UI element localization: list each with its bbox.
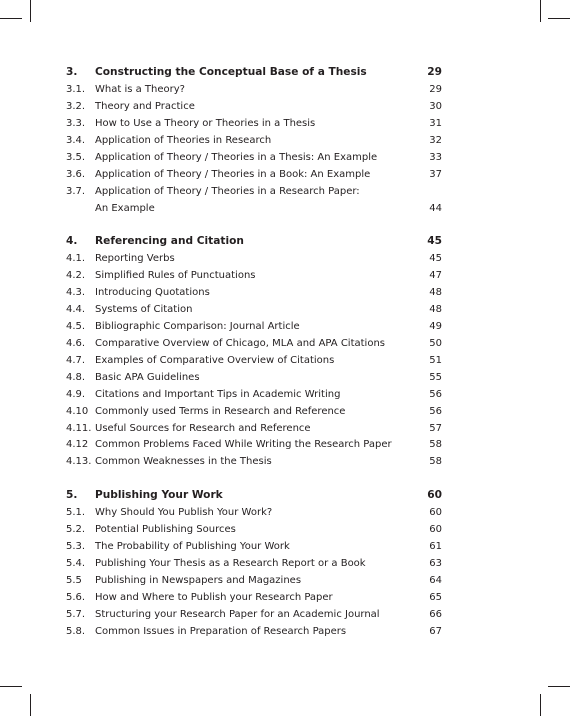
entry-number: 3.5. [66,151,86,163]
entry-number: 3.3. [66,117,86,129]
toc-entry [0,115,570,132]
entry-number: 3.4. [66,134,86,146]
entry-page: 55 [429,371,442,383]
entry-number: 4.5. [66,320,86,332]
section-heading [0,233,570,250]
entry-page: 61 [429,540,442,552]
entry-number: 4.4. [66,303,86,315]
entry-title: How to Use a Theory or Theories in a Thesis [95,117,316,129]
toc-entry [0,149,570,166]
entry-page: 45 [427,235,442,247]
toc-entry [0,335,570,352]
entry-title: Theory and Practice [95,101,195,112]
toc-entry [0,386,570,403]
entry-page: 48 [429,303,442,315]
entry-title: Application of Theory / Theories in a Thesis: An Example [95,151,378,163]
entry-title: Application of Theory / Theories in a Research Paper: [95,185,360,197]
entry-title: Potential Publishing Sources [95,524,236,535]
entry-title: Common Problems Faced While Writing the Research Paper [95,439,392,451]
entry-number: 4.9. [66,388,86,400]
entry-page: 50 [429,337,442,349]
toc-entry [0,301,570,318]
entry-number: 5.1. [66,507,86,518]
entry-page: 47 [429,269,442,281]
entry-page: 60 [429,524,442,535]
crop-mark-top-left-h [0,18,22,19]
toc-entry [0,555,570,572]
toc-entry [0,166,570,183]
toc-entry [0,267,570,284]
entry-number: 4.1. [66,253,86,264]
toc-entry [0,132,570,149]
entry-title: Constructing the Conceptual Base of a Thesis [95,66,367,78]
toc-entry [0,284,570,301]
entry-number: 4.7. [66,354,86,366]
section-heading [0,64,570,81]
toc-entry [0,606,570,623]
entry-number: 5.5 [66,574,82,586]
entry-number: 4.3. [66,286,86,298]
entry-page: 58 [429,456,442,468]
entry-page: 65 [429,591,442,603]
entry-title: Application of Theories in Research [95,134,272,146]
entry-number: 5.8. [66,625,86,637]
toc-entry [0,521,570,538]
entry-page: 30 [429,101,442,112]
entry-title: Common Issues in Preparation of Research Papers [95,625,347,637]
entry-page: 56 [429,405,442,417]
entry-page: 48 [429,286,442,298]
entry-number: 5.7. [66,608,86,620]
toc-entry [0,352,570,369]
crop-mark-bottom-right-v [540,694,541,716]
entry-number: 4.2. [66,269,86,281]
entry-number: 3.6. [66,168,86,180]
entry-title: Useful Sources for Research and Reference [95,422,311,434]
crop-mark-top-left-v [30,0,31,22]
entry-page: 60 [427,489,442,501]
entry-page: 29 [429,84,442,95]
entry-page: 44 [429,202,442,214]
entry-title: Why Should You Publish Your Work? [95,507,273,518]
entry-number: 4.8. [66,371,86,383]
crop-mark-bottom-left-h [0,686,22,687]
entry-title: Comparative Overview of Chicago, MLA and APA Citations [95,337,385,349]
toc-entry [0,403,570,420]
entry-number: 3.2. [66,101,86,112]
entry-title: Reporting Verbs [95,253,175,264]
toc-entry [0,572,570,589]
entry-page: 63 [429,557,442,569]
entry-page: 51 [429,354,442,366]
entry-number: 5.3. [66,540,86,552]
entry-number: 4.6. [66,337,86,349]
toc-entry [0,538,570,555]
entry-page: 45 [429,253,442,264]
entry-page: 49 [429,320,442,332]
entry-number: 5.2. [66,524,86,535]
entry-page: 29 [427,66,442,78]
toc-entry [0,250,570,267]
toc-entry [0,369,570,386]
entry-page: 33 [429,151,442,163]
toc-entry [0,453,570,470]
entry-title: Publishing Your Work [95,489,223,501]
entry-title: What is a Theory? [95,84,185,95]
toc-entry [0,200,570,217]
section-heading [0,487,570,504]
entry-title: Systems of Citation [95,303,193,315]
entry-number: 5.4. [66,557,86,569]
entry-number: 5. [66,489,78,501]
toc-entry [0,623,570,640]
toc-entry [0,504,570,521]
entry-page: 58 [429,439,442,451]
entry-number: 4. [66,235,78,247]
entry-number: 3.1. [66,84,86,95]
entry-title: Structuring your Research Paper for an Academic Journal [95,608,380,620]
entry-title: Basic APA Guidelines [95,371,200,383]
entry-number: 5.6. [66,591,86,603]
entry-title: Application of Theory / Theories in a Book: An Example [95,168,371,180]
entry-title: Citations and Important Tips in Academic Writing [95,388,341,400]
entry-title: Introducing Quotations [95,286,210,298]
entry-number: 4.12 [66,439,89,451]
entry-page: 56 [429,388,442,400]
entry-page: 60 [429,507,442,518]
entry-title: The Probability of Publishing Your Work [95,540,290,552]
entry-title: Publishing Your Thesis as a Research Report or a Book [95,557,366,569]
entry-title: Simplified Rules of Punctuations [95,269,256,281]
toc-entry [0,98,570,115]
entry-title: Examples of Comparative Overview of Citations [95,354,335,366]
entry-page: 31 [429,117,442,129]
crop-mark-bottom-left-v [30,694,31,716]
toc-entry [0,81,570,98]
entry-title: Commonly used Terms in Research and Reference [95,405,346,417]
entry-title: An Example [95,202,155,214]
entry-page: 66 [429,608,442,620]
crop-mark-bottom-right-h [548,686,570,687]
entry-number: 4.10 [66,405,89,417]
entry-number: 4.13. [66,456,92,468]
entry-title: Bibliographic Comparison: Journal Article [95,320,300,332]
entry-page: 37 [429,168,442,180]
toc-entry [0,436,570,453]
toc-entry [0,318,570,335]
entry-title: Common Weaknesses in the Thesis [95,456,272,468]
toc-entry [0,183,570,200]
crop-mark-top-right-v [540,0,541,22]
entry-page: 67 [429,625,442,637]
toc-entry [0,420,570,437]
entry-title: How and Where to Publish your Research Paper [95,591,333,603]
entry-title: Referencing and Citation [95,235,244,247]
crop-mark-top-right-h [548,18,570,19]
toc-entry [0,589,570,606]
entry-page: 32 [429,134,442,146]
entry-page: 57 [429,422,442,434]
entry-page: 64 [429,574,442,586]
entry-number: 3.7. [66,185,86,197]
entry-number: 4.11. [66,422,92,434]
entry-number: 3. [66,66,78,78]
entry-title: Publishing in Newspapers and Magazines [95,574,302,586]
